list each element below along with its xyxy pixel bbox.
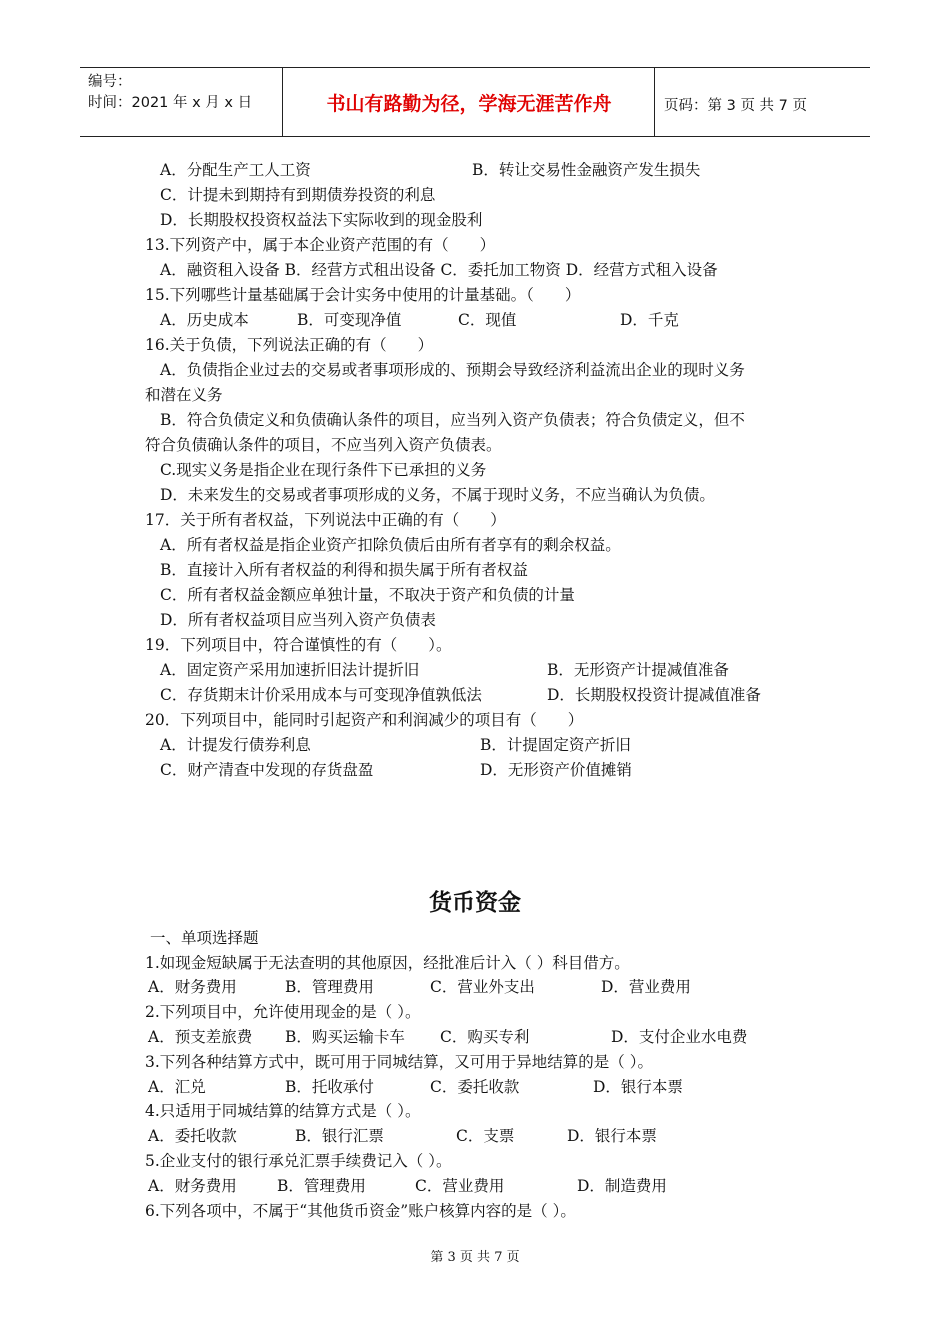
option-line: B．购买运输卡车 [285, 1028, 405, 1046]
option-line: C．计提未到期持有到期债券投资的利息 [160, 186, 436, 204]
option-line: C．支票 [456, 1127, 515, 1145]
option-line: B．银行汇票 [295, 1127, 384, 1145]
option-line: D．银行本票 [567, 1127, 657, 1145]
option-line: A．负债指企业过去的交易或者事项形成的、预期会导致经济利益流出企业的现时义务 [160, 361, 745, 379]
option-line: C．营业费用 [415, 1177, 505, 1195]
option-line: C．现值 [458, 311, 517, 329]
time-label: 时间：2021 年 x 月 x 日 [88, 95, 253, 111]
option-line: C．存货期末计价采用成本与可变现净值孰低法 [160, 686, 482, 704]
option-line: C．委托收款 [430, 1078, 520, 1096]
option-line: D．长期股权投资权益法下实际收到的现金股利 [160, 211, 483, 229]
option-line: B．无形资产计提减值准备 [547, 661, 729, 679]
option-line: C．财产清查中发现的存货盘盈 [160, 761, 374, 779]
option-line: D．制造费用 [577, 1177, 667, 1195]
question-line: 16.关于负债，下列说法正确的有（ ） [145, 336, 434, 354]
option-line: C．所有者权益金额应单独计量，不取决于资产和负债的计量 [160, 586, 575, 604]
option-line: A．所有者权益是指企业资产扣除负债后由所有者享有的剩余权益。 [160, 536, 621, 554]
option-line: B．管理费用 [285, 978, 374, 996]
option-line: A．委托收款 [148, 1127, 237, 1145]
question-line: 4.只适用于同城结算的结算方式是（ ）。 [145, 1102, 421, 1120]
question-line: 17．关于所有者权益，下列说法中正确的有（ ） [145, 511, 506, 529]
option-line: C．购买专利 [440, 1028, 530, 1046]
option-line: A．固定资产采用加速折旧法计提折旧 [160, 661, 420, 679]
option-line: A．财务费用 [148, 978, 237, 996]
option-line: B．管理费用 [277, 1177, 366, 1195]
option-line: A．财务费用 [148, 1177, 237, 1195]
option-line: D．所有者权益项目应当列入资产负债表 [160, 611, 436, 629]
question-line: 2.下列项目中，允许使用现金的是（ ）。 [145, 1003, 421, 1021]
question-line: 1.如现金短缺属于无法查明的其他原因，经批准后计入（ ）科目借方。 [145, 954, 630, 972]
option-line: B．可变现净值 [297, 311, 402, 329]
header-page-number: 页码：第 3 页 共 7 页 [664, 98, 807, 114]
header-meta [88, 72, 252, 114]
option-line: A．历史成本 [160, 311, 249, 329]
question-line: 5.企业支付的银行承兑汇票手续费记入（ ）。 [145, 1152, 452, 1170]
option-line: D．未来发生的交易或者事项形成的义务，不属于现时义务，不应当确认为负债。 [160, 486, 715, 504]
option-line: B．直接计入所有者权益的利得和损失属于所有者权益 [160, 561, 528, 579]
question-line: 20．下列项目中，能同时引起资产和利润减少的项目有（ ） [145, 711, 584, 729]
page-footer: 第 3 页 共 7 页 [430, 1250, 520, 1265]
question-line: 6.下列各项中，不属于“其他货币资金”账户核算内容的是（ ）。 [145, 1202, 576, 1220]
option-line: A．预支差旅费 [148, 1028, 253, 1046]
option-line: D．银行本票 [593, 1078, 683, 1096]
header-divider [654, 68, 655, 136]
option-line: B．计提固定资产折旧 [480, 736, 631, 754]
option-line: B．托收承付 [285, 1078, 374, 1096]
question-line: 19．下列项目中，符合谨慎性的有（ ）。 [145, 636, 452, 654]
option-line: B．符合负债定义和负债确认条件的项目，应当列入资产负债表；符合负债定义，但不 [160, 411, 745, 429]
option-line: A．融资租入设备 B．经营方式租出设备 C．委托加工物资 D．经营方式租入设备 [160, 261, 718, 279]
option-line: A．汇兑 [148, 1078, 206, 1096]
question-line: 3.下列各种结算方式中，既可用于同城结算，又可用于异地结算的是（ ）。 [145, 1053, 653, 1071]
section-title: 货币资金 [429, 890, 521, 916]
number-label: 编号： [88, 74, 132, 90]
option-line: D．千克 [620, 311, 679, 329]
question-line: 13.下列资产中，属于本企业资产范围的有（ ） [145, 236, 496, 254]
option-line: B．转让交易性金融资产发生损失 [472, 161, 701, 179]
option-line: 和潜在义务 [145, 386, 223, 404]
option-line: D．无形资产价值摊销 [480, 761, 632, 779]
option-line: A．计提发行债券利息 [160, 736, 311, 754]
header-motto: 书山有路勤为径，学海无涯苦作舟 [326, 92, 612, 115]
subsection-heading: 一、单项选择题 [150, 929, 259, 947]
option-line: D．支付企业水电费 [611, 1028, 748, 1046]
option-line: D．长期股权投资计提减值准备 [547, 686, 761, 704]
option-line: D．营业费用 [601, 978, 691, 996]
question-line: 15.下列哪些计量基础属于会计实务中使用的计量基础。（ ） [145, 286, 581, 304]
option-line: 符合负债确认条件的项目，不应当列入资产负债表。 [145, 436, 502, 454]
option-line: A．分配生产工人工资 [160, 161, 311, 179]
option-line: C.现实义务是指企业在现行条件下已承担的义务 [160, 461, 487, 479]
option-line: C．营业外支出 [430, 978, 535, 996]
page-header [80, 67, 870, 137]
